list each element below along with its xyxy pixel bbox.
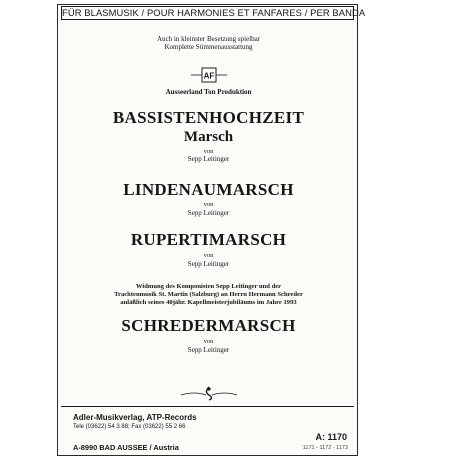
publisher-logo-icon <box>191 67 227 83</box>
ornament-flourish-icon <box>179 385 239 401</box>
production-label: Ausseerland Ton Produktion <box>165 88 252 96</box>
piece-composer-1: Sepp Leitinger <box>187 155 230 163</box>
piece-composer-4: Sepp Leitinger <box>187 346 230 354</box>
logo-lettering: AF <box>203 71 215 81</box>
intro-line-2: Komplette Stimmenausstattung <box>164 43 253 51</box>
intro-line-1: Auch in kleinster Besetzung spielbar <box>156 35 261 43</box>
music-cover-page <box>57 4 366 456</box>
piece-title-3: RUPERTIMARSCH <box>130 230 287 249</box>
piece-composer-3: Sepp Leitinger <box>187 260 230 268</box>
edition-number: A: 1170 <box>315 432 347 442</box>
piece-von-4: von <box>203 338 214 345</box>
piece-title-4: SCHREDERMARSCH <box>121 316 296 335</box>
edition-subnumbers: 1171 - 1172 - 1173 <box>302 445 348 451</box>
publisher-phone: Tele (03622) 54 3 88; Fax (03622) 55 2 66 <box>73 424 186 430</box>
piece-von-3: von <box>203 252 214 259</box>
piece-von-1: von <box>203 148 214 155</box>
piece-von-2: von <box>203 201 214 208</box>
publisher-name: Adler-Musikverlag, ATP-Records <box>73 413 197 422</box>
piece-subtitle-1: Marsch <box>183 129 234 145</box>
dedication-line-1: Widmung des Komponisten Sepp Leitinger und der <box>135 283 282 290</box>
piece-title-1: BASSISTENHOCHZEIT <box>112 108 305 127</box>
footer-divider <box>61 406 354 407</box>
publisher-address: A-8990 BAD AUSSEE / Austria <box>73 443 179 452</box>
piece-composer-2: Sepp Leitinger <box>187 209 230 217</box>
dedication-line-2: Trachtenmusik St. Martin (Salzburg) an Herrn Hermann Schreder <box>114 291 303 298</box>
ensemble-banner: FÜR BLASMUSIK / POUR HARMONIES ET FANFARES / PER BANDA <box>62 7 366 18</box>
dedication-line-3: anläßlich seines 40jähr. Kapellmeisterjubiläums im Jahre 1993 <box>120 299 297 306</box>
piece-title-2: LINDENAUMARSCH <box>123 180 294 199</box>
